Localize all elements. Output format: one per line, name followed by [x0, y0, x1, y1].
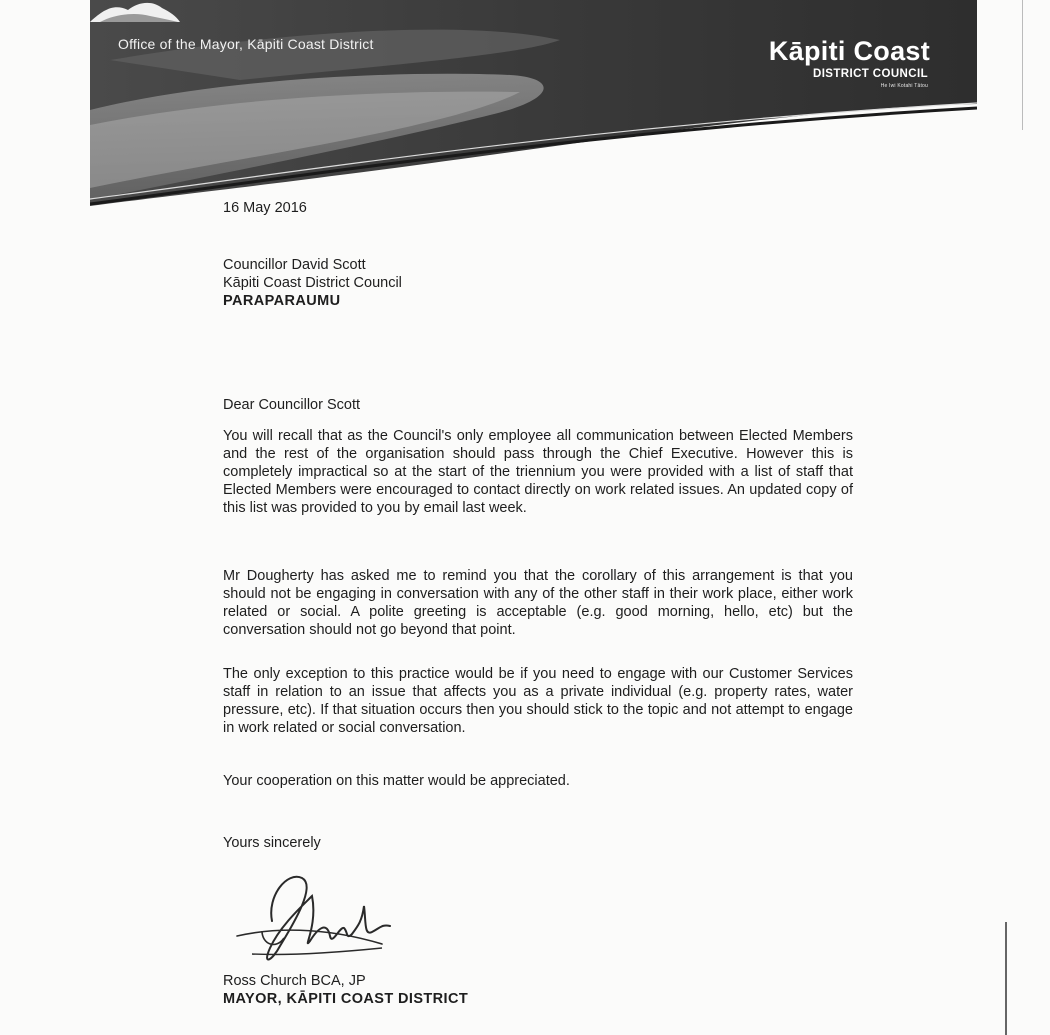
recipient-name: Councillor David Scott	[223, 257, 366, 273]
signer-title: MAYOR, KĀPITI COAST DISTRICT	[223, 991, 469, 1007]
recipient-place: PARAPARAUMU	[223, 293, 341, 309]
signature-block	[223, 972, 853, 1008]
body-paragraph: The only exception to this practice would be if you need to engage with our Customer Services staff in relation to an issue that affects you as a private individual (e.g. property rates, water pressure, etc). If that situation occurs then you should stick to the topic and not attempt to engage in work related or social conversation.	[223, 666, 853, 736]
council-logo-tagline: He Iwi Kotahi Tātou	[880, 83, 928, 89]
scan-edge-line	[1022, 0, 1023, 130]
letter-date: 16 May 2016	[223, 200, 307, 216]
body-paragraph: Your cooperation on this matter would be appreciated.	[223, 773, 570, 789]
office-of-mayor-label: Office of the Mayor, Kāpiti Coast District	[118, 36, 374, 52]
salutation: Dear Councillor Scott	[223, 397, 360, 413]
closing-phrase: Yours sincerely	[223, 835, 321, 851]
body-paragraph: Mr Dougherty has asked me to remind you that the corollary of this arrangement is that you should not be engaging in conversation with any of the other staff in their work place, either work related or social. A polite greeting is acceptable (e.g. good morning, hello, etc) but the conversation should not go beyond that point.	[223, 568, 853, 638]
recipient-organisation: Kāpiti Coast District Council	[223, 275, 402, 291]
recipient-address	[223, 256, 853, 310]
logo-hills-icon	[90, 0, 180, 24]
council-logo-subtitle: DISTRICT COUNCIL	[812, 68, 928, 80]
letterhead-banner	[90, 0, 977, 208]
body-paragraph: You will recall that as the Council's only employee all communication between Elected Members and the rest of the organisation should pass through the Chief Executive. However this is completely impractical so at the start of the triennium you were provided with a list of staff that Elected Members were encouraged to contact directly on work related issues. An updated copy of this list was provided to you by email last week.	[223, 428, 853, 516]
council-logo-title: Kāpiti Coast	[768, 36, 930, 66]
letterhead-background-graphic	[90, 0, 977, 208]
scan-edge-line	[1005, 922, 1007, 1035]
handwritten-signature	[232, 866, 402, 974]
signer-name: Ross Church BCA, JP	[223, 973, 366, 989]
